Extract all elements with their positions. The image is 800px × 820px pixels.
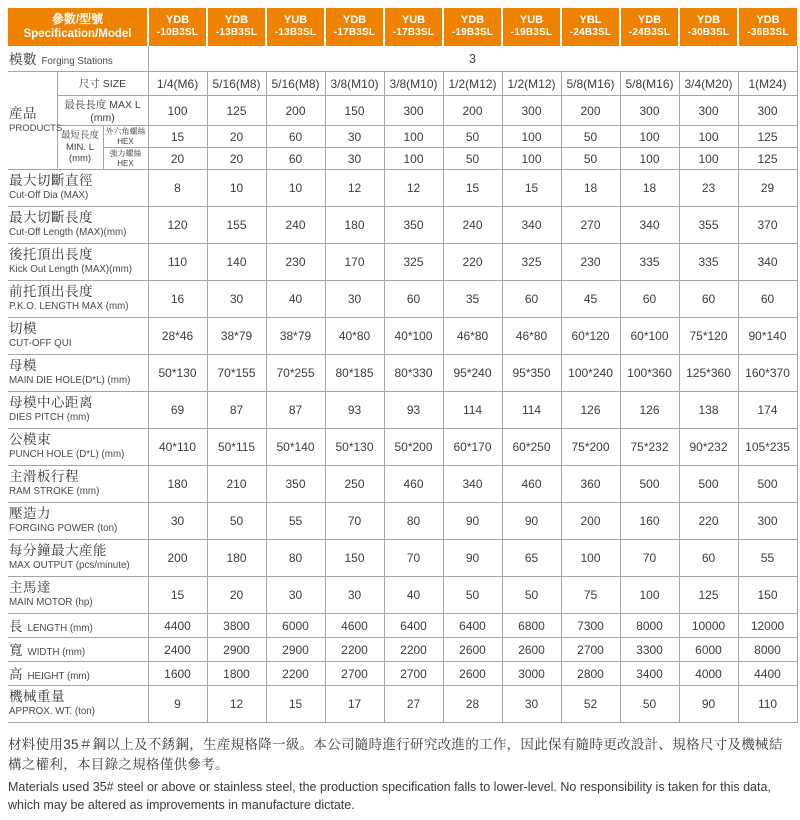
value-cell: 80 xyxy=(384,503,443,540)
specification-table xyxy=(8,8,798,723)
value-cell: 105*235 xyxy=(738,429,797,466)
model-header-ydb-13b3sl: YDB -13B3SL xyxy=(207,8,266,46)
value-cell: 70*255 xyxy=(266,355,325,392)
value-cell: 2600 xyxy=(443,662,502,686)
value-cell: 100*240 xyxy=(561,355,620,392)
value-cell: 4400 xyxy=(738,662,797,686)
value-cell: 50 xyxy=(561,126,620,148)
value-cell: 40 xyxy=(384,577,443,614)
value-cell: 370 xyxy=(738,207,797,244)
value-cell: 3800 xyxy=(207,614,266,638)
value-cell: 500 xyxy=(620,466,679,503)
value-cell: 12 xyxy=(384,170,443,207)
value-cell: 50*200 xyxy=(384,429,443,466)
value-cell: 270 xyxy=(561,207,620,244)
value-cell: 60 xyxy=(266,126,325,148)
value-cell: 80*330 xyxy=(384,355,443,392)
row-label-width: 寬 WIDTH (mm) xyxy=(8,638,148,662)
value-cell: 46*80 xyxy=(502,318,561,355)
value-cell: 30 xyxy=(207,281,266,318)
value-cell: 2600 xyxy=(443,638,502,662)
value-cell: 100 xyxy=(561,540,620,577)
value-cell: 50*140 xyxy=(266,429,325,466)
value-cell: 50 xyxy=(207,503,266,540)
spec-row-cutoff-length xyxy=(8,207,797,244)
value-cell: 155 xyxy=(207,207,266,244)
value-cell: 15 xyxy=(148,577,207,614)
spec-row-punch-hole xyxy=(8,429,797,466)
footer-note-zh: 材料使用35＃鋼以上及不銹鋼，生産規格降一級。本公司隨時進行研究改進的工作，因此保有隨時更改設計、規格尺寸及機械結構之權利，本目錄之規格僅供參考。 xyxy=(8,737,783,773)
value-cell: 95*240 xyxy=(443,355,502,392)
row-label-main-die-hole: 母模 MAIN DIE HOLE(D*L) (mm) xyxy=(8,355,148,392)
spec-row-max-output xyxy=(8,540,797,577)
value-cell: 90 xyxy=(502,503,561,540)
value-cell: 60 xyxy=(679,540,738,577)
value-cell: 69 xyxy=(148,392,207,429)
value-cell: 70 xyxy=(325,503,384,540)
value-cell: 200 xyxy=(561,503,620,540)
value-cell: 80 xyxy=(266,540,325,577)
value-cell: 30 xyxy=(266,577,325,614)
value-cell: 30 xyxy=(148,503,207,540)
min-length-label xyxy=(57,126,103,170)
value-cell: 46*80 xyxy=(443,318,502,355)
footer-note-en: Materials used 35# steel or above or stainless steel, the production specification falls to lower-level. No responsibility is taken for this data, which may be altered as improvements in manufacture dictate. xyxy=(8,779,771,812)
value-cell: 20 xyxy=(207,126,266,148)
value-cell: 114 xyxy=(502,392,561,429)
value-cell: 126 xyxy=(561,392,620,429)
value-cell: 60*250 xyxy=(502,429,561,466)
value-cell: 2900 xyxy=(207,638,266,662)
value-cell: 355 xyxy=(679,207,738,244)
row-label-pko-length: 前托頂出長度 P.K.O. LENGTH MAX (mm) xyxy=(8,281,148,318)
value-cell: 28 xyxy=(443,686,502,723)
value-cell: 110 xyxy=(148,244,207,281)
value-cell: 150 xyxy=(325,540,384,577)
value-cell: 5/16(M8) xyxy=(266,72,325,96)
value-cell: 60*170 xyxy=(443,429,502,466)
value-cell: 140 xyxy=(207,244,266,281)
value-cell: 75*200 xyxy=(561,429,620,466)
value-cell: 230 xyxy=(561,244,620,281)
row-label-approx-weight: 機械重量 APPROX. WT. (ton) xyxy=(8,686,148,723)
spec-label-zh: 參數/型號 xyxy=(51,11,104,26)
value-cell: 90 xyxy=(443,503,502,540)
value-cell: 8000 xyxy=(620,614,679,638)
row-label-cutoff-dia: 最大切斷直徑 Cut-Off Dia (MAX) xyxy=(8,170,148,207)
value-cell: 160*370 xyxy=(738,355,797,392)
value-cell: 100 xyxy=(620,126,679,148)
value-cell: 138 xyxy=(679,392,738,429)
value-cell: 3000 xyxy=(502,662,561,686)
spec-row-main-motor xyxy=(8,577,797,614)
size-label: 尺寸 SIZE xyxy=(57,72,148,96)
value-cell: 100 xyxy=(148,96,207,126)
value-cell: 300 xyxy=(620,96,679,126)
value-cell: 200 xyxy=(148,540,207,577)
value-cell: 300 xyxy=(384,96,443,126)
value-cell: 15 xyxy=(443,170,502,207)
value-cell: 30 xyxy=(502,686,561,723)
value-cell: 500 xyxy=(679,466,738,503)
value-cell: 300 xyxy=(679,96,738,126)
spec-row-cutoff-qui xyxy=(8,318,797,355)
value-cell: 16 xyxy=(148,281,207,318)
value-cell: 5/16(M8) xyxy=(207,72,266,96)
spec-row-cutoff-dia xyxy=(8,170,797,207)
value-cell: 210 xyxy=(207,466,266,503)
value-cell: 2700 xyxy=(561,638,620,662)
row-label-dies-pitch: 母模中心距离 DIES PITCH (mm) xyxy=(8,392,148,429)
value-cell: 100 xyxy=(502,126,561,148)
value-cell: 180 xyxy=(207,540,266,577)
value-cell: 60 xyxy=(502,281,561,318)
value-cell: 6800 xyxy=(502,614,561,638)
value-cell: 5/8(M16) xyxy=(561,72,620,96)
value-cell: 87 xyxy=(207,392,266,429)
spec-row-main-die-hole xyxy=(8,355,797,392)
value-cell: 2900 xyxy=(266,638,325,662)
value-cell: 40*80 xyxy=(325,318,384,355)
value-cell: 150 xyxy=(738,577,797,614)
value-cell: 60 xyxy=(266,148,325,170)
model-header-ydb-10b3sl: YDB -10B3SL xyxy=(148,8,207,46)
value-cell: 3300 xyxy=(620,638,679,662)
value-cell: 2200 xyxy=(266,662,325,686)
value-cell: 3/8(M10) xyxy=(384,72,443,96)
value-cell: 1800 xyxy=(207,662,266,686)
value-cell: 60 xyxy=(738,281,797,318)
value-cell: 93 xyxy=(384,392,443,429)
value-cell: 20 xyxy=(207,577,266,614)
value-cell: 174 xyxy=(738,392,797,429)
model-header-ydb-36b3sl: YDB -36B3SL xyxy=(738,8,797,46)
value-cell: 50*130 xyxy=(325,429,384,466)
value-cell: 3/4(M20) xyxy=(679,72,738,96)
model-header-ydb-17b3sl: YDB -17B3SL xyxy=(325,8,384,46)
model-header-row xyxy=(8,8,797,46)
value-cell: 2200 xyxy=(384,638,443,662)
value-cell: 50*115 xyxy=(207,429,266,466)
value-cell: 460 xyxy=(384,466,443,503)
value-cell: 340 xyxy=(738,244,797,281)
value-cell: 240 xyxy=(443,207,502,244)
value-cell: 100 xyxy=(679,148,738,170)
value-cell: 30 xyxy=(325,126,384,148)
min-length-label-en: MIN. L xyxy=(66,141,94,153)
value-cell: 220 xyxy=(679,503,738,540)
value-cell: 340 xyxy=(443,466,502,503)
products-label-zh: 産品 xyxy=(9,105,37,121)
value-cell: 45 xyxy=(561,281,620,318)
value-cell: 160 xyxy=(620,503,679,540)
value-cell: 18 xyxy=(620,170,679,207)
value-cell: 126 xyxy=(620,392,679,429)
value-cell: 7300 xyxy=(561,614,620,638)
value-cell: 70 xyxy=(384,540,443,577)
value-cell: 125 xyxy=(207,96,266,126)
value-cell: 2800 xyxy=(561,662,620,686)
value-cell: 2700 xyxy=(384,662,443,686)
value-cell: 40*100 xyxy=(384,318,443,355)
value-cell: 27 xyxy=(384,686,443,723)
value-cell: 360 xyxy=(561,466,620,503)
spec-rows-body xyxy=(8,170,797,723)
value-cell: 6400 xyxy=(443,614,502,638)
value-cell: 325 xyxy=(384,244,443,281)
value-cell: 3/8(M10) xyxy=(325,72,384,96)
footer-note xyxy=(8,735,797,814)
model-header-ydb-24b3sl: YDB -24B3SL xyxy=(620,8,679,46)
value-cell: 2200 xyxy=(325,638,384,662)
value-cell: 50 xyxy=(443,126,502,148)
hex-outer-label-zh: 外六角螺絲 xyxy=(105,127,146,137)
max-length-row xyxy=(8,96,797,126)
value-cell: 12 xyxy=(325,170,384,207)
hex-outer-label xyxy=(103,126,148,148)
value-cell: 10 xyxy=(207,170,266,207)
value-cell: 15 xyxy=(148,126,207,148)
hex-strong-label-zh: 強力螺絲 xyxy=(109,149,142,159)
products-label xyxy=(8,72,63,170)
value-cell: 29 xyxy=(738,170,797,207)
model-header-ydb-30b3sl: YDB -30B3SL xyxy=(679,8,738,46)
value-cell: 300 xyxy=(738,503,797,540)
min-length-label-zh: 最短長度 xyxy=(60,129,99,141)
min-length-unit: (mm) xyxy=(68,153,92,165)
value-cell: 12000 xyxy=(738,614,797,638)
value-cell: 1/2(M12) xyxy=(502,72,561,96)
value-cell: 60*120 xyxy=(561,318,620,355)
row-label-forging-power: 壓造力 FORGING POWER (ton) xyxy=(8,503,148,540)
spec-row-pko-length xyxy=(8,281,797,318)
value-cell: 30 xyxy=(325,281,384,318)
value-cell: 325 xyxy=(502,244,561,281)
model-header-yub-19b3sl: YUB -19B3SL xyxy=(502,8,561,46)
value-cell: 50 xyxy=(443,577,502,614)
value-cell: 50 xyxy=(502,577,561,614)
value-cell: 230 xyxy=(266,244,325,281)
value-cell: 50*130 xyxy=(148,355,207,392)
value-cell: 40 xyxy=(266,281,325,318)
value-cell: 55 xyxy=(738,540,797,577)
value-cell: 60*100 xyxy=(620,318,679,355)
value-cell: 1600 xyxy=(148,662,207,686)
value-cell: 90*232 xyxy=(679,429,738,466)
value-cell: 75*120 xyxy=(679,318,738,355)
value-cell: 60 xyxy=(384,281,443,318)
hex-outer-label-en: HEX xyxy=(117,136,134,146)
value-cell: 460 xyxy=(502,466,561,503)
value-cell: 300 xyxy=(502,96,561,126)
value-cell: 93 xyxy=(325,392,384,429)
value-cell: 80*185 xyxy=(325,355,384,392)
value-cell: 20 xyxy=(207,148,266,170)
value-cell: 340 xyxy=(620,207,679,244)
value-cell: 18 xyxy=(561,170,620,207)
hex-outer-row xyxy=(8,126,797,148)
value-cell: 120 xyxy=(148,207,207,244)
value-cell: 1(M24) xyxy=(738,72,797,96)
value-cell: 20 xyxy=(148,148,207,170)
value-cell: 23 xyxy=(679,170,738,207)
size-row xyxy=(8,72,797,96)
value-cell: 180 xyxy=(325,207,384,244)
value-cell: 114 xyxy=(443,392,502,429)
value-cell: 200 xyxy=(561,96,620,126)
value-cell: 150 xyxy=(325,96,384,126)
forging-stations-value: 3 xyxy=(148,46,797,72)
value-cell: 17 xyxy=(325,686,384,723)
value-cell: 335 xyxy=(679,244,738,281)
value-cell: 15 xyxy=(266,686,325,723)
spec-row-forging-power xyxy=(8,503,797,540)
model-header-ybl-24b3sl: YBL -24B3SL xyxy=(561,8,620,46)
value-cell: 100 xyxy=(679,126,738,148)
value-cell: 2600 xyxy=(502,638,561,662)
value-cell: 65 xyxy=(502,540,561,577)
value-cell: 40*110 xyxy=(148,429,207,466)
value-cell: 38*79 xyxy=(266,318,325,355)
model-header-yub-13b3sl: YUB -13B3SL xyxy=(266,8,325,46)
value-cell: 52 xyxy=(561,686,620,723)
spec-row-width xyxy=(8,638,797,662)
value-cell: 8 xyxy=(148,170,207,207)
spec-row-height xyxy=(8,662,797,686)
value-cell: 6400 xyxy=(384,614,443,638)
value-cell: 220 xyxy=(443,244,502,281)
forging-stations-label-en: Forging Stations xyxy=(41,56,113,67)
value-cell: 15 xyxy=(502,170,561,207)
spec-row-ram-stroke xyxy=(8,466,797,503)
value-cell: 50 xyxy=(561,148,620,170)
value-cell: 4400 xyxy=(148,614,207,638)
value-cell: 5/8(M16) xyxy=(620,72,679,96)
value-cell: 60 xyxy=(679,281,738,318)
value-cell: 4000 xyxy=(679,662,738,686)
value-cell: 12 xyxy=(207,686,266,723)
value-cell: 250 xyxy=(325,466,384,503)
value-cell: 2400 xyxy=(148,638,207,662)
value-cell: 125 xyxy=(738,126,797,148)
value-cell: 350 xyxy=(266,466,325,503)
model-header-ydb-19b3sl: YDB -19B3SL xyxy=(443,8,502,46)
row-label-ram-stroke: 主滑板行程 RAM STROKE (mm) xyxy=(8,466,148,503)
row-label-kickout-length: 後托頂出長度 Kick Out Length (MAX)(mm) xyxy=(8,244,148,281)
spec-row-kickout-length xyxy=(8,244,797,281)
value-cell: 95*350 xyxy=(502,355,561,392)
value-cell: 9 xyxy=(148,686,207,723)
value-cell: 50 xyxy=(620,686,679,723)
value-cell: 1/2(M12) xyxy=(443,72,502,96)
value-cell: 30 xyxy=(325,577,384,614)
value-cell: 4600 xyxy=(325,614,384,638)
spec-row-approx-weight xyxy=(8,686,797,723)
value-cell: 125*360 xyxy=(679,355,738,392)
row-label-length: 長 LENGTH (mm) xyxy=(8,614,148,638)
value-cell: 340 xyxy=(502,207,561,244)
value-cell: 125 xyxy=(679,577,738,614)
value-cell: 100 xyxy=(502,148,561,170)
value-cell: 100*360 xyxy=(620,355,679,392)
value-cell: 100 xyxy=(384,148,443,170)
value-cell: 170 xyxy=(325,244,384,281)
value-cell: 75*232 xyxy=(620,429,679,466)
value-cell: 70*155 xyxy=(207,355,266,392)
forging-stations-label-zh: 模數 xyxy=(9,52,37,67)
value-cell: 240 xyxy=(266,207,325,244)
value-cell: 100 xyxy=(384,126,443,148)
spec-row-dies-pitch xyxy=(8,392,797,429)
value-cell: 70 xyxy=(620,540,679,577)
value-cell: 1/4(M6) xyxy=(148,72,207,96)
value-cell: 200 xyxy=(443,96,502,126)
row-label-cutoff-length: 最大切斷長度 Cut-Off Length (MAX)(mm) xyxy=(8,207,148,244)
value-cell: 75 xyxy=(561,577,620,614)
value-cell: 87 xyxy=(266,392,325,429)
value-cell: 335 xyxy=(620,244,679,281)
value-cell: 55 xyxy=(266,503,325,540)
row-label-main-motor: 主馬達 MAIN MOTOR (hp) xyxy=(8,577,148,614)
value-cell: 8000 xyxy=(738,638,797,662)
value-cell: 300 xyxy=(738,96,797,126)
hex-strong-label xyxy=(103,148,148,170)
model-header-yub-17b3sl: YUB -17B3SL xyxy=(384,8,443,46)
spec-row-length xyxy=(8,614,797,638)
row-label-height: 高 HEIGHT (mm) xyxy=(8,662,148,686)
value-cell: 38*79 xyxy=(207,318,266,355)
products-label-en: PRODUCTS xyxy=(9,122,63,134)
hex-strong-label-en: HEX xyxy=(117,158,134,168)
value-cell: 30 xyxy=(325,148,384,170)
value-cell: 3400 xyxy=(620,662,679,686)
value-cell: 125 xyxy=(738,148,797,170)
value-cell: 6000 xyxy=(266,614,325,638)
value-cell: 10000 xyxy=(679,614,738,638)
value-cell: 500 xyxy=(738,466,797,503)
value-cell: 90*140 xyxy=(738,318,797,355)
value-cell: 100 xyxy=(620,577,679,614)
value-cell: 110 xyxy=(738,686,797,723)
value-cell: 350 xyxy=(384,207,443,244)
spec-model-header xyxy=(8,8,148,46)
hex-strong-row xyxy=(8,148,797,170)
row-label-forging-stations xyxy=(8,46,148,72)
forging-stations-row xyxy=(8,46,797,72)
row-label-max-output: 每分鐘最大産能 MAX OUTPUT (pcs/minute) xyxy=(8,540,148,577)
value-cell: 90 xyxy=(679,686,738,723)
value-cell: 6000 xyxy=(679,638,738,662)
value-cell: 60 xyxy=(620,281,679,318)
value-cell: 10 xyxy=(266,170,325,207)
value-cell: 90 xyxy=(443,540,502,577)
value-cell: 2700 xyxy=(325,662,384,686)
value-cell: 35 xyxy=(443,281,502,318)
max-length-label: 最長長度 MAX L (mm) xyxy=(57,96,148,126)
value-cell: 28*46 xyxy=(148,318,207,355)
value-cell: 100 xyxy=(620,148,679,170)
value-cell: 180 xyxy=(148,466,207,503)
row-label-punch-hole: 公模束 PUNCH HOLE (D*L) (mm) xyxy=(8,429,148,466)
value-cell: 50 xyxy=(443,148,502,170)
row-label-cutoff-qui: 切模 CUT-OFF QUI xyxy=(8,318,148,355)
value-cell: 200 xyxy=(266,96,325,126)
spec-label-en: Specification/Model xyxy=(23,27,132,40)
